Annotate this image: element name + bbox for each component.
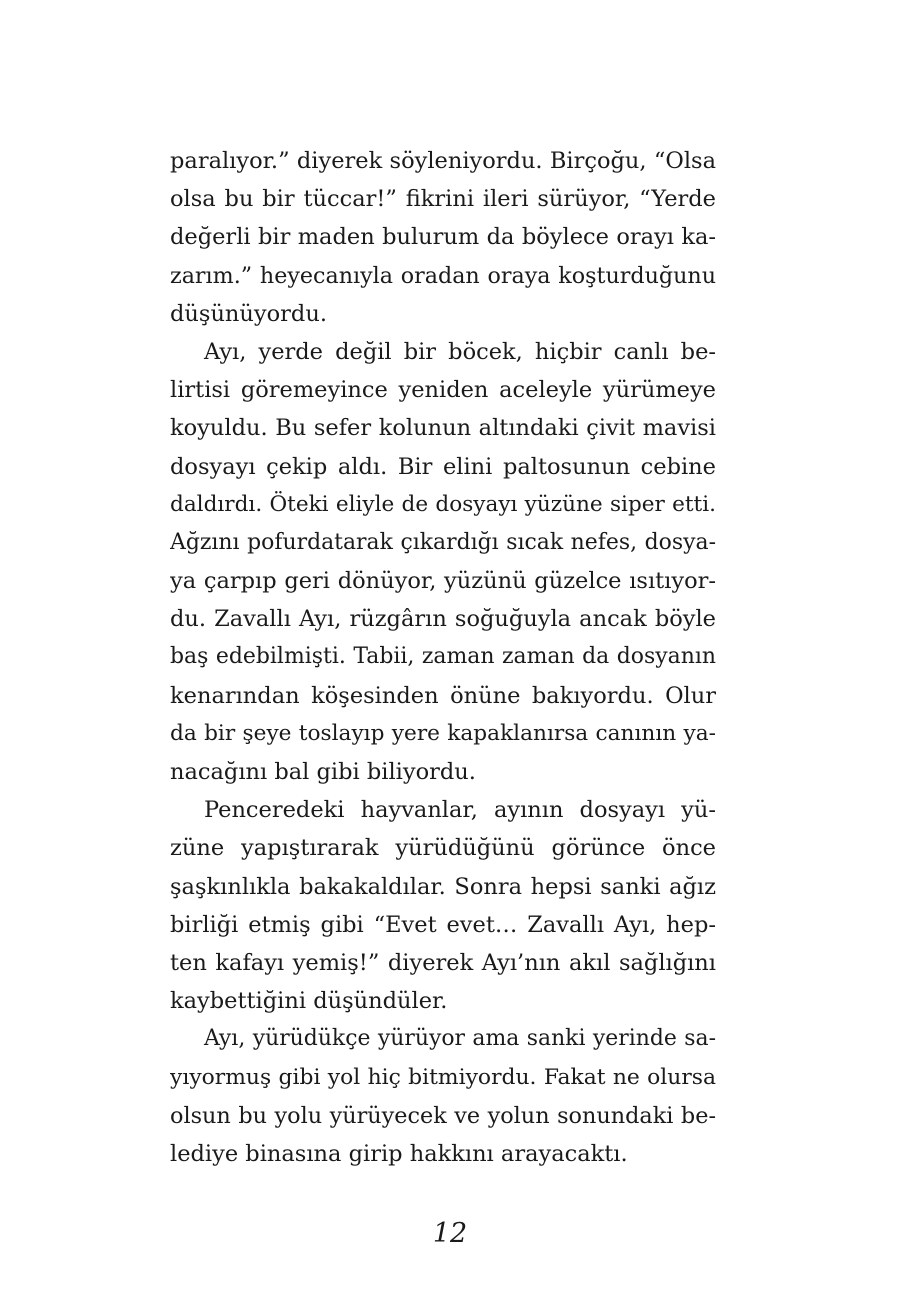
text-line: da bir şeye toslayıp yere kapaklanırsa canının ya-	[170, 720, 716, 746]
text-line: lirtisi göremeyince yeniden aceleyle yürümeye	[170, 377, 716, 404]
text-line: ya çarpıp geri dönüyor, yüzünü güzelce ısıtıyor-	[170, 568, 716, 595]
text-line: paralıyor.” diyerek söyleniyordu. Birçoğu, “Olsa	[170, 148, 716, 174]
text-line: Ayı, yerde değil bir böcek, hiçbir canlı be-	[204, 338, 716, 365]
text-line: lediye binasına girip hakkını arayacaktı.	[170, 1140, 628, 1167]
text-line: zarım.” heyecanıyla oradan oraya koşturduğunu	[170, 262, 716, 289]
text-line: yıyormuş gibi yol hiç bitmiyordu. Fakat ne olursa	[170, 1064, 716, 1090]
text-line: koyuldu. Bu sefer kolunun altındaki çivit mavisi	[170, 415, 716, 442]
text-line: olsun bu yolu yürüyecek ve yolun sonundaki be-	[170, 1102, 716, 1129]
body-text	[170, 142, 716, 1173]
text-line: olsa bu bir tüccar!” fikrini ileri sürüyor, “Yerde	[170, 186, 716, 213]
text-line: Penceredeki hayvanlar, ayının dosyayı yü-	[204, 797, 716, 824]
text-line: nacağını bal gibi biliyordu.	[170, 759, 476, 785]
text-line: düşünüyordu.	[170, 300, 327, 327]
text-line: Ağzını pofurdatarak çıkardığı sıcak nefes, dosya-	[170, 529, 716, 555]
text-line: baş edebilmişti. Tabii, zaman zaman da dosyanın	[170, 644, 716, 670]
text-line: kenarından köşesinden önüne bakıyordu. Olur	[170, 682, 716, 709]
text-line: dosyayı çekip aldı. Bir elini paltosunun cebine	[170, 453, 716, 480]
text-line: şaşkınlıkla bakakaldılar. Sonra hepsi sanki ağız	[170, 873, 716, 900]
text-line: Ayı, yürüdükçe yürüyor ama sanki yerinde sa-	[204, 1026, 716, 1052]
text-line: daldırdı. Öteki eliyle de dosyayı yüzüne siper etti.	[170, 491, 716, 517]
page-number: 12	[432, 1218, 468, 1249]
text-line: birliği etmiş gibi “Evet evet… Zavallı Ayı, hep-	[170, 911, 716, 938]
text-line: değerli bir maden bulurum da böylece orayı ka-	[170, 224, 716, 251]
text-line: züne yapıştırarak yürüdüğünü görünce önce	[170, 835, 716, 862]
text-line: kaybettiğini düşündüler.	[170, 988, 448, 1015]
text-line: du. Zavallı Ayı, rüzgârın soğuğuyla ancak böyle	[170, 606, 716, 633]
text-line: ten kafayı yemiş!” diyerek Ayı’nın akıl sağlığını	[170, 949, 716, 976]
